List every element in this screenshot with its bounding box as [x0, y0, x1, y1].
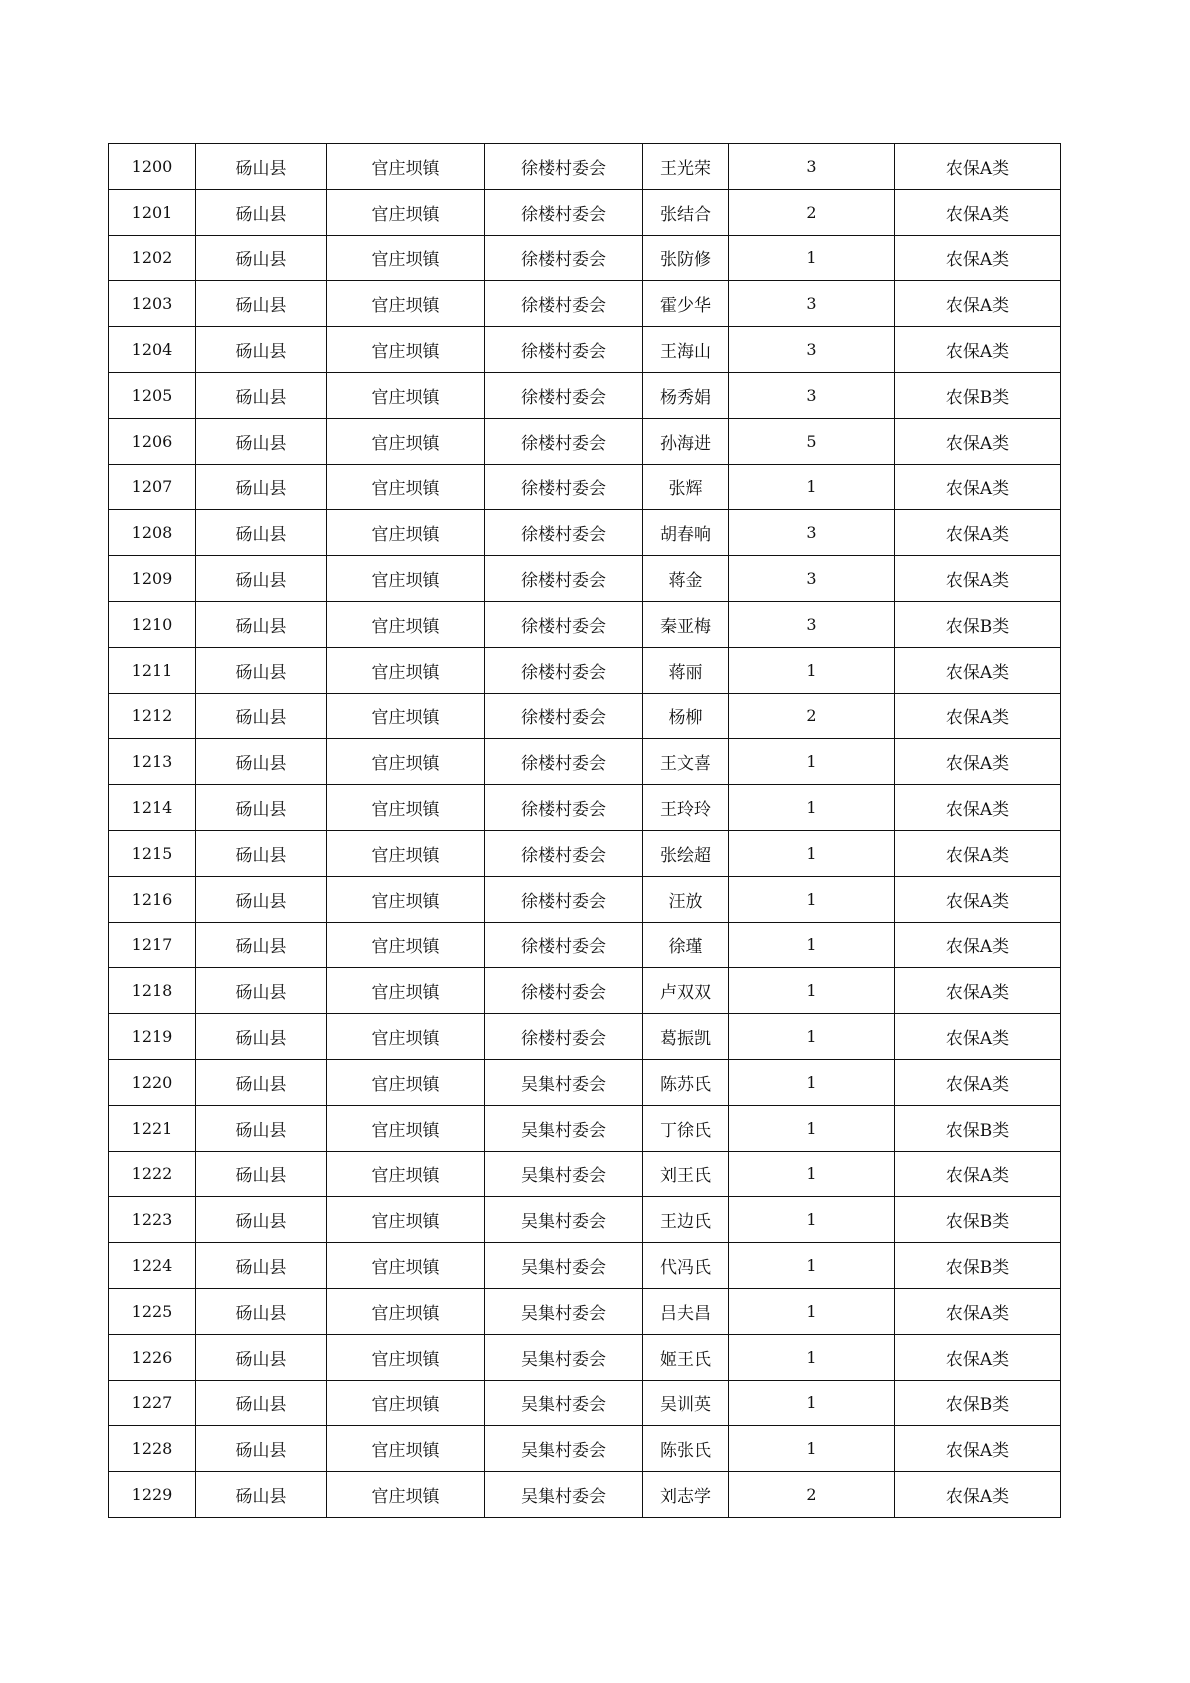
- name-cell: 胡春响: [643, 510, 729, 556]
- village-cell: 吴集村委会: [485, 1151, 643, 1197]
- village-cell: 徐楼村委会: [485, 556, 643, 602]
- row-number-cell: 1226: [109, 1334, 196, 1380]
- town-cell: 官庄坝镇: [327, 1243, 485, 1289]
- town-cell: 官庄坝镇: [327, 647, 485, 693]
- table-row: [109, 281, 1061, 327]
- county-cell: 砀山县: [196, 1380, 327, 1426]
- count-cell: 1: [729, 1014, 895, 1060]
- village-cell: 徐楼村委会: [485, 235, 643, 281]
- village-cell: 吴集村委会: [485, 1380, 643, 1426]
- count-cell: 3: [729, 556, 895, 602]
- town-cell: 官庄坝镇: [327, 601, 485, 647]
- village-cell: 徐楼村委会: [485, 830, 643, 876]
- name-cell: 陈张氏: [643, 1426, 729, 1472]
- town-cell: 官庄坝镇: [327, 510, 485, 556]
- name-cell: 王玲玲: [643, 785, 729, 831]
- town-cell: 官庄坝镇: [327, 372, 485, 418]
- county-cell: 砀山县: [196, 510, 327, 556]
- table-row: [109, 372, 1061, 418]
- village-cell: 徐楼村委会: [485, 281, 643, 327]
- name-cell: 姬王氏: [643, 1334, 729, 1380]
- village-cell: 吴集村委会: [485, 1105, 643, 1151]
- village-cell: 吴集村委会: [485, 1426, 643, 1472]
- category-cell: 农保A类: [895, 647, 1061, 693]
- county-cell: 砀山县: [196, 418, 327, 464]
- table-row: [109, 693, 1061, 739]
- category-cell: 农保A类: [895, 1014, 1061, 1060]
- category-cell: 农保A类: [895, 1426, 1061, 1472]
- row-number-cell: 1218: [109, 968, 196, 1014]
- count-cell: 1: [729, 1243, 895, 1289]
- village-cell: 徐楼村委会: [485, 876, 643, 922]
- count-cell: 1: [729, 1105, 895, 1151]
- row-number-cell: 1224: [109, 1243, 196, 1289]
- table-row: [109, 601, 1061, 647]
- count-cell: 1: [729, 1426, 895, 1472]
- village-cell: 徐楼村委会: [485, 510, 643, 556]
- row-number-cell: 1205: [109, 372, 196, 418]
- town-cell: 官庄坝镇: [327, 693, 485, 739]
- category-cell: 农保A类: [895, 1288, 1061, 1334]
- table-row: [109, 876, 1061, 922]
- town-cell: 官庄坝镇: [327, 1105, 485, 1151]
- table-row: [109, 1288, 1061, 1334]
- town-cell: 官庄坝镇: [327, 1288, 485, 1334]
- town-cell: 官庄坝镇: [327, 785, 485, 831]
- row-number-cell: 1220: [109, 1059, 196, 1105]
- table-row: [109, 556, 1061, 602]
- count-cell: 1: [729, 1059, 895, 1105]
- county-cell: 砀山县: [196, 1014, 327, 1060]
- name-cell: 代冯氏: [643, 1243, 729, 1289]
- row-number-cell: 1215: [109, 830, 196, 876]
- count-cell: 1: [729, 830, 895, 876]
- county-cell: 砀山县: [196, 327, 327, 373]
- row-number-cell: 1210: [109, 601, 196, 647]
- count-cell: 5: [729, 418, 895, 464]
- row-number-cell: 1208: [109, 510, 196, 556]
- town-cell: 官庄坝镇: [327, 830, 485, 876]
- name-cell: 张防修: [643, 235, 729, 281]
- village-cell: 徐楼村委会: [485, 922, 643, 968]
- county-cell: 砀山县: [196, 556, 327, 602]
- row-number-cell: 1214: [109, 785, 196, 831]
- town-cell: 官庄坝镇: [327, 1151, 485, 1197]
- row-number-cell: 1201: [109, 189, 196, 235]
- name-cell: 王海山: [643, 327, 729, 373]
- row-number-cell: 1213: [109, 739, 196, 785]
- name-cell: 张辉: [643, 464, 729, 510]
- name-cell: 刘志学: [643, 1472, 729, 1518]
- county-cell: 砀山县: [196, 1334, 327, 1380]
- county-cell: 砀山县: [196, 830, 327, 876]
- row-number-cell: 1219: [109, 1014, 196, 1060]
- name-cell: 王边氏: [643, 1197, 729, 1243]
- count-cell: 1: [729, 922, 895, 968]
- row-number-cell: 1229: [109, 1472, 196, 1518]
- name-cell: 秦亚梅: [643, 601, 729, 647]
- village-cell: 徐楼村委会: [485, 1014, 643, 1060]
- county-cell: 砀山县: [196, 876, 327, 922]
- row-number-cell: 1206: [109, 418, 196, 464]
- county-cell: 砀山县: [196, 1197, 327, 1243]
- village-cell: 徐楼村委会: [485, 372, 643, 418]
- town-cell: 官庄坝镇: [327, 144, 485, 190]
- town-cell: 官庄坝镇: [327, 1014, 485, 1060]
- name-cell: 蒋丽: [643, 647, 729, 693]
- town-cell: 官庄坝镇: [327, 1472, 485, 1518]
- table-row: [109, 647, 1061, 693]
- category-cell: 农保B类: [895, 601, 1061, 647]
- county-cell: 砀山县: [196, 1105, 327, 1151]
- village-cell: 徐楼村委会: [485, 739, 643, 785]
- town-cell: 官庄坝镇: [327, 1380, 485, 1426]
- count-cell: 3: [729, 510, 895, 556]
- table-row: [109, 144, 1061, 190]
- count-cell: 1: [729, 739, 895, 785]
- table-row: [109, 235, 1061, 281]
- category-cell: 农保A类: [895, 556, 1061, 602]
- table-row: [109, 1014, 1061, 1060]
- town-cell: 官庄坝镇: [327, 464, 485, 510]
- village-cell: 徐楼村委会: [485, 418, 643, 464]
- name-cell: 吴训英: [643, 1380, 729, 1426]
- table-row: [109, 1243, 1061, 1289]
- row-number-cell: 1216: [109, 876, 196, 922]
- name-cell: 吕夫昌: [643, 1288, 729, 1334]
- town-cell: 官庄坝镇: [327, 968, 485, 1014]
- village-cell: 徐楼村委会: [485, 189, 643, 235]
- category-cell: 农保A类: [895, 464, 1061, 510]
- table-row: [109, 464, 1061, 510]
- category-cell: 农保A类: [895, 785, 1061, 831]
- category-cell: 农保B类: [895, 1197, 1061, 1243]
- county-cell: 砀山县: [196, 144, 327, 190]
- category-cell: 农保A类: [895, 144, 1061, 190]
- table-row: [109, 1334, 1061, 1380]
- count-cell: 1: [729, 1151, 895, 1197]
- village-cell: 徐楼村委会: [485, 647, 643, 693]
- village-cell: 吴集村委会: [485, 1197, 643, 1243]
- category-cell: 农保B类: [895, 1380, 1061, 1426]
- category-cell: 农保A类: [895, 1059, 1061, 1105]
- row-number-cell: 1207: [109, 464, 196, 510]
- town-cell: 官庄坝镇: [327, 235, 485, 281]
- category-cell: 农保A类: [895, 235, 1061, 281]
- category-cell: 农保A类: [895, 693, 1061, 739]
- county-cell: 砀山县: [196, 739, 327, 785]
- row-number-cell: 1217: [109, 922, 196, 968]
- village-cell: 吴集村委会: [485, 1472, 643, 1518]
- table-row: [109, 739, 1061, 785]
- row-number-cell: 1203: [109, 281, 196, 327]
- table-row: [109, 510, 1061, 556]
- town-cell: 官庄坝镇: [327, 1334, 485, 1380]
- count-cell: 1: [729, 876, 895, 922]
- name-cell: 孙海进: [643, 418, 729, 464]
- town-cell: 官庄坝镇: [327, 327, 485, 373]
- category-cell: 农保B类: [895, 1243, 1061, 1289]
- name-cell: 杨秀娟: [643, 372, 729, 418]
- count-cell: 1: [729, 968, 895, 1014]
- count-cell: 3: [729, 144, 895, 190]
- category-cell: 农保A类: [895, 739, 1061, 785]
- count-cell: 1: [729, 1380, 895, 1426]
- name-cell: 蒋金: [643, 556, 729, 602]
- count-cell: 1: [729, 464, 895, 510]
- county-cell: 砀山县: [196, 372, 327, 418]
- count-cell: 3: [729, 372, 895, 418]
- category-cell: 农保A类: [895, 1472, 1061, 1518]
- table-row: [109, 968, 1061, 1014]
- town-cell: 官庄坝镇: [327, 1197, 485, 1243]
- town-cell: 官庄坝镇: [327, 739, 485, 785]
- village-cell: 徐楼村委会: [485, 464, 643, 510]
- table-body: [109, 144, 1061, 1518]
- category-cell: 农保A类: [895, 1334, 1061, 1380]
- category-cell: 农保A类: [895, 327, 1061, 373]
- category-cell: 农保A类: [895, 876, 1061, 922]
- row-number-cell: 1211: [109, 647, 196, 693]
- name-cell: 卢双双: [643, 968, 729, 1014]
- category-cell: 农保A类: [895, 968, 1061, 1014]
- table-row: [109, 418, 1061, 464]
- name-cell: 刘王氏: [643, 1151, 729, 1197]
- name-cell: 葛振凯: [643, 1014, 729, 1060]
- county-cell: 砀山县: [196, 1288, 327, 1334]
- row-number-cell: 1228: [109, 1426, 196, 1472]
- village-cell: 吴集村委会: [485, 1288, 643, 1334]
- county-cell: 砀山县: [196, 1472, 327, 1518]
- county-cell: 砀山县: [196, 1426, 327, 1472]
- name-cell: 张结合: [643, 189, 729, 235]
- county-cell: 砀山县: [196, 693, 327, 739]
- name-cell: 张绘超: [643, 830, 729, 876]
- row-number-cell: 1204: [109, 327, 196, 373]
- category-cell: 农保A类: [895, 1151, 1061, 1197]
- county-cell: 砀山县: [196, 922, 327, 968]
- category-cell: 农保A类: [895, 830, 1061, 876]
- village-cell: 徐楼村委会: [485, 968, 643, 1014]
- county-cell: 砀山县: [196, 1059, 327, 1105]
- county-cell: 砀山县: [196, 189, 327, 235]
- row-number-cell: 1225: [109, 1288, 196, 1334]
- category-cell: 农保A类: [895, 922, 1061, 968]
- category-cell: 农保A类: [895, 510, 1061, 556]
- table-row: [109, 1426, 1061, 1472]
- town-cell: 官庄坝镇: [327, 418, 485, 464]
- count-cell: 2: [729, 1472, 895, 1518]
- data-table: [108, 143, 1061, 1518]
- count-cell: 1: [729, 1288, 895, 1334]
- village-cell: 徐楼村委会: [485, 144, 643, 190]
- table-row: [109, 1197, 1061, 1243]
- category-cell: 农保A类: [895, 189, 1061, 235]
- count-cell: 3: [729, 601, 895, 647]
- county-cell: 砀山县: [196, 785, 327, 831]
- county-cell: 砀山县: [196, 1243, 327, 1289]
- category-cell: 农保A类: [895, 281, 1061, 327]
- county-cell: 砀山县: [196, 601, 327, 647]
- count-cell: 1: [729, 1197, 895, 1243]
- town-cell: 官庄坝镇: [327, 876, 485, 922]
- village-cell: 徐楼村委会: [485, 327, 643, 373]
- name-cell: 霍少华: [643, 281, 729, 327]
- category-cell: 农保B类: [895, 1105, 1061, 1151]
- town-cell: 官庄坝镇: [327, 281, 485, 327]
- table-row: [109, 1105, 1061, 1151]
- town-cell: 官庄坝镇: [327, 1426, 485, 1472]
- table-row: [109, 1380, 1061, 1426]
- county-cell: 砀山县: [196, 235, 327, 281]
- row-number-cell: 1222: [109, 1151, 196, 1197]
- count-cell: 1: [729, 235, 895, 281]
- name-cell: 杨柳: [643, 693, 729, 739]
- count-cell: 1: [729, 647, 895, 693]
- village-cell: 徐楼村委会: [485, 693, 643, 739]
- table-row: [109, 1151, 1061, 1197]
- table-row: [109, 189, 1061, 235]
- county-cell: 砀山县: [196, 1151, 327, 1197]
- row-number-cell: 1223: [109, 1197, 196, 1243]
- town-cell: 官庄坝镇: [327, 556, 485, 602]
- village-cell: 吴集村委会: [485, 1059, 643, 1105]
- county-cell: 砀山县: [196, 647, 327, 693]
- row-number-cell: 1212: [109, 693, 196, 739]
- table-row: [109, 785, 1061, 831]
- county-cell: 砀山县: [196, 281, 327, 327]
- row-number-cell: 1227: [109, 1380, 196, 1426]
- village-cell: 徐楼村委会: [485, 785, 643, 831]
- category-cell: 农保A类: [895, 418, 1061, 464]
- town-cell: 官庄坝镇: [327, 922, 485, 968]
- name-cell: 徐瑾: [643, 922, 729, 968]
- village-cell: 吴集村委会: [485, 1243, 643, 1289]
- county-cell: 砀山县: [196, 968, 327, 1014]
- count-cell: 1: [729, 785, 895, 831]
- table-row: [109, 1472, 1061, 1518]
- count-cell: 3: [729, 281, 895, 327]
- category-cell: 农保B类: [895, 372, 1061, 418]
- county-cell: 砀山县: [196, 464, 327, 510]
- count-cell: 3: [729, 327, 895, 373]
- village-cell: 徐楼村委会: [485, 601, 643, 647]
- name-cell: 王文喜: [643, 739, 729, 785]
- row-number-cell: 1221: [109, 1105, 196, 1151]
- table-row: [109, 922, 1061, 968]
- count-cell: 1: [729, 1334, 895, 1380]
- row-number-cell: 1200: [109, 144, 196, 190]
- town-cell: 官庄坝镇: [327, 189, 485, 235]
- name-cell: 王光荣: [643, 144, 729, 190]
- village-cell: 吴集村委会: [485, 1334, 643, 1380]
- table-row: [109, 830, 1061, 876]
- count-cell: 2: [729, 189, 895, 235]
- row-number-cell: 1202: [109, 235, 196, 281]
- table-row: [109, 327, 1061, 373]
- name-cell: 陈苏氏: [643, 1059, 729, 1105]
- town-cell: 官庄坝镇: [327, 1059, 485, 1105]
- name-cell: 丁徐氏: [643, 1105, 729, 1151]
- count-cell: 2: [729, 693, 895, 739]
- name-cell: 汪放: [643, 876, 729, 922]
- row-number-cell: 1209: [109, 556, 196, 602]
- table-row: [109, 1059, 1061, 1105]
